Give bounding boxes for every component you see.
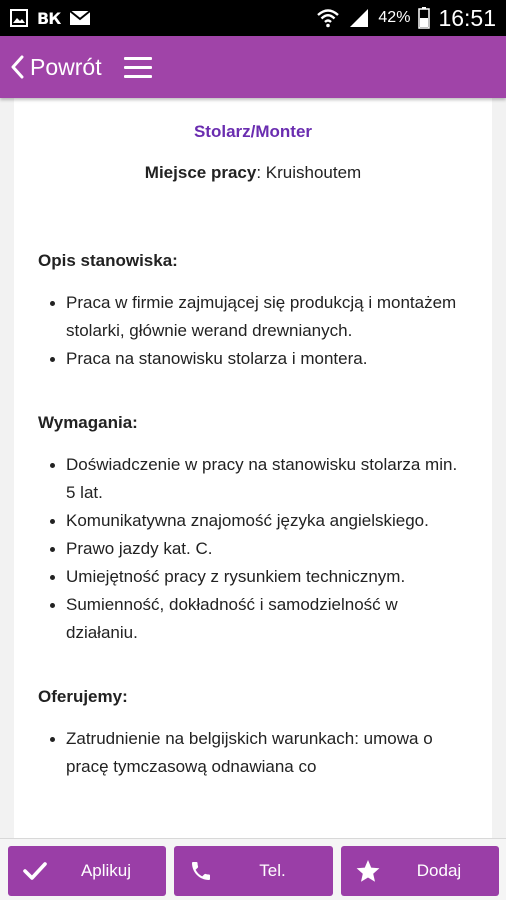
list-item: Praca w firmie zajmującej się produkcją i montażem stolarki, głównie werand drewnianych. xyxy=(50,289,468,345)
list-item: Sumienność, dokładność i samodzielność w działaniu. xyxy=(50,591,468,647)
list-item: Komunikatywna znajomość języka angielskiego. xyxy=(50,507,468,535)
requirements-list xyxy=(38,451,468,647)
list-item: Umiejętność pracy z rysunkiem technicznym. xyxy=(50,563,468,591)
list-item: Doświadczenie w pracy na stanowisku stolarza min. 5 lat. xyxy=(50,451,468,507)
list-item: Praca na stanowisku stolarza i montera. xyxy=(50,345,468,373)
clock: 16:51 xyxy=(438,4,496,31)
job-title: Stolarz/Monter xyxy=(193,122,313,141)
apply-button[interactable] xyxy=(8,846,166,896)
workplace-value: : Kruishoutem xyxy=(256,163,362,182)
image-icon xyxy=(10,9,28,27)
section-title-offer: Oferujemy: xyxy=(38,687,128,706)
offer-list xyxy=(38,725,468,781)
list-item: Zatrudnienie na belgijskich warunkach: umowa o pracę tymczasową odnawiana co xyxy=(50,725,468,781)
section-title-requirements: Wymagania: xyxy=(38,413,138,432)
add-label: Dodaj xyxy=(416,861,462,880)
call-label: Tel. xyxy=(259,861,286,880)
add-favorite-button[interactable] xyxy=(341,846,499,896)
back-button[interactable] xyxy=(10,54,102,81)
wifi-icon xyxy=(316,8,340,28)
workplace xyxy=(38,163,468,183)
mail-icon xyxy=(69,10,91,26)
description-list xyxy=(38,289,468,373)
chevron-left-icon xyxy=(10,55,24,79)
apply-label: Aplikuj xyxy=(80,861,132,880)
section-title-description: Opis stanowiska: xyxy=(38,251,178,270)
bottom-action-bar xyxy=(0,838,506,900)
battery-icon xyxy=(418,7,430,29)
job-details xyxy=(14,98,492,840)
call-button[interactable] xyxy=(174,846,333,896)
back-label: Powrót xyxy=(30,53,102,80)
list-item: Prawo jazdy kat. C. xyxy=(50,535,468,563)
app-bar xyxy=(0,36,506,98)
status-bar xyxy=(0,0,506,36)
workplace-label: Miejsce pracy xyxy=(144,163,257,182)
hamburger-menu-icon[interactable] xyxy=(124,57,152,78)
signal-icon xyxy=(348,8,370,28)
battery-percent: 42% xyxy=(378,9,411,26)
vk-icon: ВК xyxy=(37,8,61,28)
